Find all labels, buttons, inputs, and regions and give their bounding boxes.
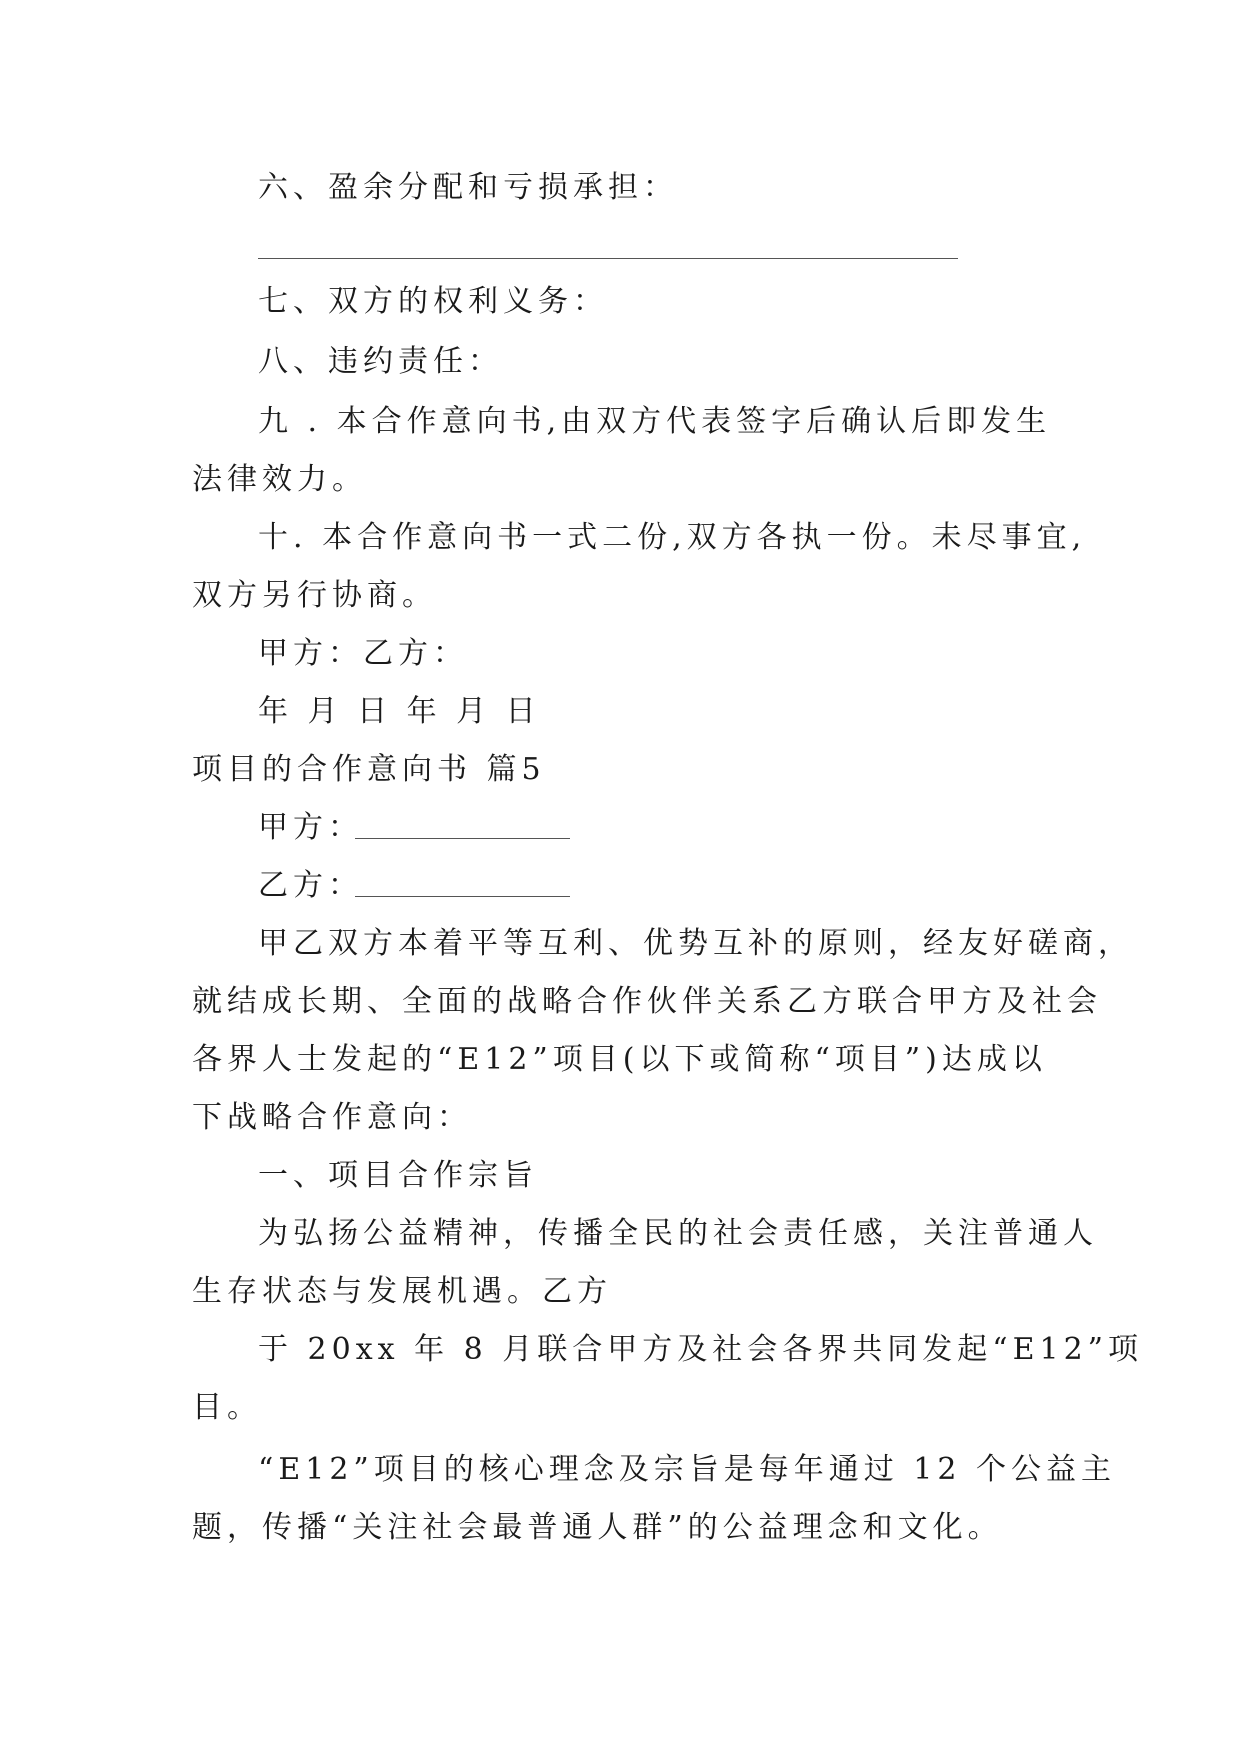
section-10-paragraph: 十. 本合作意向书一式二份,双方各执一份。未尽事宜,	[258, 520, 1087, 555]
section-8-heading: 八、违约责任：	[258, 344, 503, 379]
section-6-heading: 六、盈余分配和亏损承担：	[258, 170, 678, 205]
section-9-paragraph: 九 . 本合作意向书,由双方代表签字后确认后即发生	[258, 404, 1052, 439]
section-1-heading: 一、项目合作宗旨	[258, 1158, 538, 1193]
intro-paragraph-line-4: 下战略合作意向：	[192, 1100, 472, 1135]
section-9-paragraph-cont: 法律效力。	[192, 462, 367, 497]
intro-paragraph-line-2: 就结成长期、全面的战略合作伙伴关系乙方联合甲方及社会	[192, 984, 1102, 1019]
party-a-label: 甲方：	[258, 810, 363, 845]
core-concept-paragraph: “E12”项目的核心理念及宗旨是每年通过 12 个公益主	[258, 1452, 1116, 1487]
intro-paragraph-line-3: 各界人士发起的“E12”项目(以下或简称“项目”)达成以	[192, 1042, 1047, 1077]
party-signature-labels: 甲方：乙方：	[258, 636, 468, 671]
agreement-title: 项目的合作意向书 篇5	[192, 752, 546, 787]
section-7-heading: 七、双方的权利义务：	[258, 284, 608, 319]
party-b-label: 乙方：	[258, 868, 363, 903]
party-a-blank-line	[355, 838, 570, 839]
fill-in-blank-line	[258, 258, 958, 259]
launch-paragraph-line-2: 目。	[192, 1390, 262, 1425]
intro-paragraph: 甲乙双方本着平等互利、优势互补的原则，经友好磋商，	[258, 926, 1133, 961]
section-10-paragraph-cont: 双方另行协商。	[192, 578, 437, 613]
launch-paragraph: 于 20xx 年 8 月联合甲方及社会各界共同发起“E12”项	[258, 1332, 1143, 1367]
purpose-paragraph-line-2: 生存状态与发展机遇。乙方	[192, 1274, 612, 1309]
party-b-blank-line	[355, 896, 570, 897]
core-concept-paragraph-line-2: 题，传播“关注社会最普通人群”的公益理念和文化。	[192, 1510, 1003, 1545]
signature-date-line: 年 月 日 年 月 日	[258, 694, 541, 729]
purpose-paragraph: 为弘扬公益精神，传播全民的社会责任感，关注普通人	[258, 1216, 1098, 1251]
